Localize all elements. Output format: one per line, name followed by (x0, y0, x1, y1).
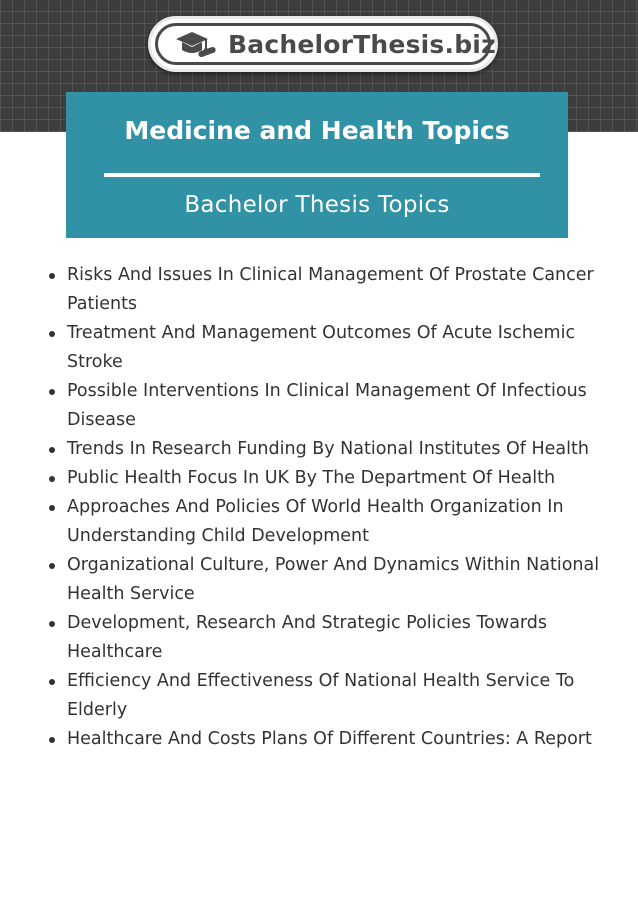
list-item: Organizational Culture, Power And Dynamics Within National Health Service (48, 551, 618, 609)
page-title: Medicine and Health Topics (124, 116, 510, 145)
topic-list (48, 261, 618, 754)
list-item: Trends In Research Funding By National Institutes Of Health (48, 435, 618, 464)
list-item: Public Health Focus In UK By The Department Of Health (48, 464, 618, 493)
title-panel (66, 92, 568, 238)
list-item: Approaches And Policies Of World Health Organization In Understanding Child Development (48, 493, 618, 551)
list-item: Development, Research And Strategic Policies Towards Healthcare (48, 609, 618, 667)
list-item: Possible Interventions In Clinical Management Of Infectious Disease (48, 377, 618, 435)
list-item: Healthcare And Costs Plans Of Different Countries: A Report (48, 725, 618, 754)
logo-text: BachelorThesis.biz (228, 29, 496, 59)
page-subtitle: Bachelor Thesis Topics (184, 192, 450, 218)
list-item: Efficiency And Effectiveness Of National Health Service To Elderly (48, 667, 618, 725)
list-item: Treatment And Management Outcomes Of Acute Ischemic Stroke (48, 319, 618, 377)
site-logo[interactable] (148, 16, 498, 72)
logo-frame (155, 23, 496, 65)
list-item: Risks And Issues In Clinical Management Of Prostate Cancer Patients (48, 261, 618, 319)
graduation-cap-icon (172, 29, 218, 59)
title-divider (104, 173, 540, 177)
